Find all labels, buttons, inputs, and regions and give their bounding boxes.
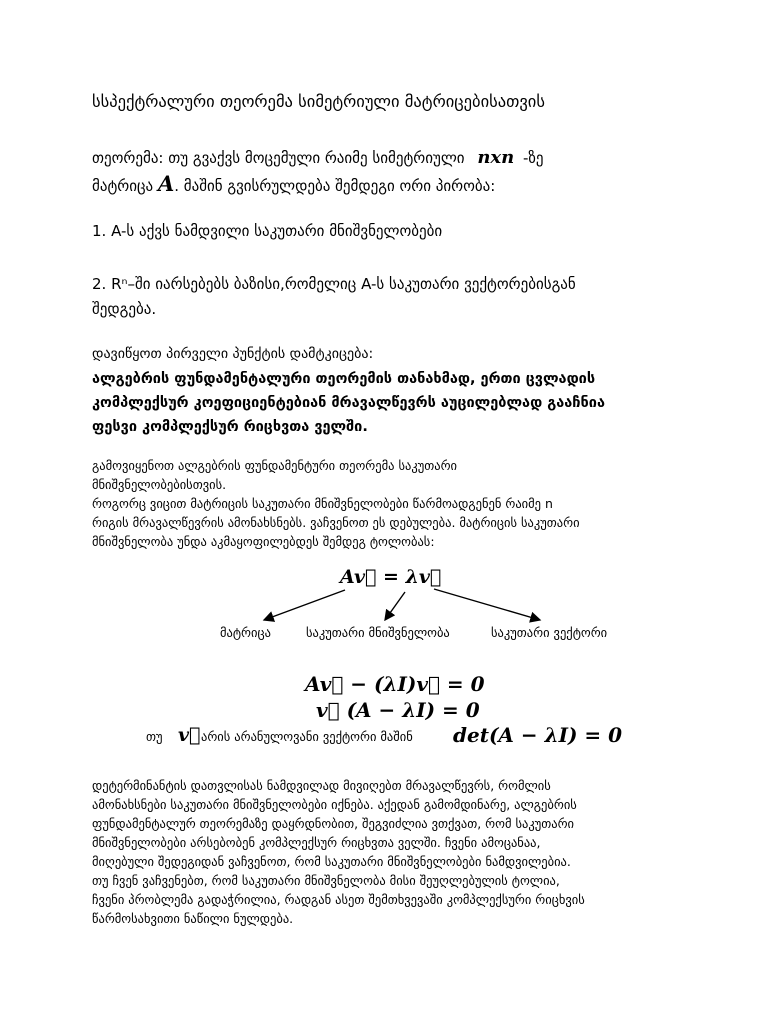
proof-statement: ალგებრის ფუნდამენტალური თეორემის თანახმად, ერთი ცვლადის კომპლექსურ კოეფიციენტებიან მრავალწევრს აუცილებლად გააჩნია ფესვი კომპლექსურ რიცხვთა ველში. — [92, 371, 605, 435]
condition-2: 2. Rⁿ–ში იარსებებს ბაზისი,რომელიც A-ს საკუთარი ვექტორებისგან შედგება. — [92, 275, 576, 318]
size-symbol: nxn — [477, 147, 515, 168]
eigen-equation: Av⃗ = λv⃗ — [340, 566, 442, 588]
condition-1: 1. A-ს აქვს ნამდვილი საკუთარი მნიშვნელობები — [92, 222, 443, 240]
arrow-to-eigenvector — [434, 589, 540, 620]
theorem-text-2b: . მაშინ გვისრულდება შემდეგი ორი პირობა: — [174, 177, 496, 195]
theorem-text-1b: -ზე — [523, 149, 544, 167]
condition-prefix: თუ — [146, 729, 163, 744]
arrow-to-matrix — [264, 590, 345, 620]
vector-symbol: v⃗ — [178, 724, 201, 746]
condition-text: არის არანულოვანი ვექტორი მაშინ — [201, 729, 413, 744]
label-eigenvector: საკუთარი ვექტორი — [491, 625, 608, 640]
label-eigenvalue: საკუთარი მნიშვნელობა — [306, 625, 450, 640]
paragraph-1: გამოვიყენოთ ალგებრის ფუნდამენტური თეორემა საკუთარი მნიშვნელობებისთვის. როგორც ვიცით მატრიცის საკუთარი მნიშვნელობები წარმოადგენენ რაიმე n რიგის მრავალწევრის ამონახსნებს. ვაჩვენოთ ეს დებულება. მატრიცის საკუთარი მნიშვნელობა უნდა აკმაყოფილებდეს შემდეგ ტოლობას: — [92, 458, 580, 549]
equation-2: v⃗ (A − λI) = 0 — [316, 698, 480, 722]
theorem-text-2: მატრიცა — [92, 177, 154, 195]
theorem-text-1: თეორემა: თუ გვაქვს მოცემული რაიმე სიმეტრიული — [92, 149, 465, 167]
paragraph-2: დეტერმინანტის დათვლისას ნამდვილად მივიღებთ მრავალწევრს, რომლის ამონახსნები საკუთარი მნიშვნელობები იქნება. აქედან გამომდინარე, ალგებრის ფუნდამენტალურ თეორემაზე დაყრდნობით, შეგვიძლია ვთქვათ, რომ საკუთარი მნიშვნელობები არსებობენ კომპლექსურ რიცხვთა ველში. ჩვენი ამოცანაა, მიღებული შედეგიდან ვაჩვენოთ, რომ საკუთარი მნიშვნელობები ნამდვილებია. თუ ჩვენ ვაჩვენებთ, რომ საკუთარი მნიშვნელობა მისი შეუღლებულის ტოლია, ჩვენი პრობლემა გადაჭრილია, რადგან ასეთ შემთხვევაში კომპლექსური რიცხვის წარმოსახვითი ნაწილი ნულდება. — [92, 778, 585, 926]
page-title: სსპექტრალური თეორემა სიმეტრიული მატრიცებისათვის — [92, 92, 545, 111]
label-matrix: მატრიცა — [220, 625, 271, 640]
proof-heading: დავიწყოთ პირველი პუნქტის დამტკიცება: — [92, 346, 374, 362]
arrow-to-eigenvalue — [385, 592, 405, 620]
determinant-equation: det(A − λI) = 0 — [453, 723, 623, 747]
matrix-symbol: A — [157, 171, 175, 196]
equation-1: Av⃗ − (λI)v⃗ = 0 — [305, 672, 485, 696]
